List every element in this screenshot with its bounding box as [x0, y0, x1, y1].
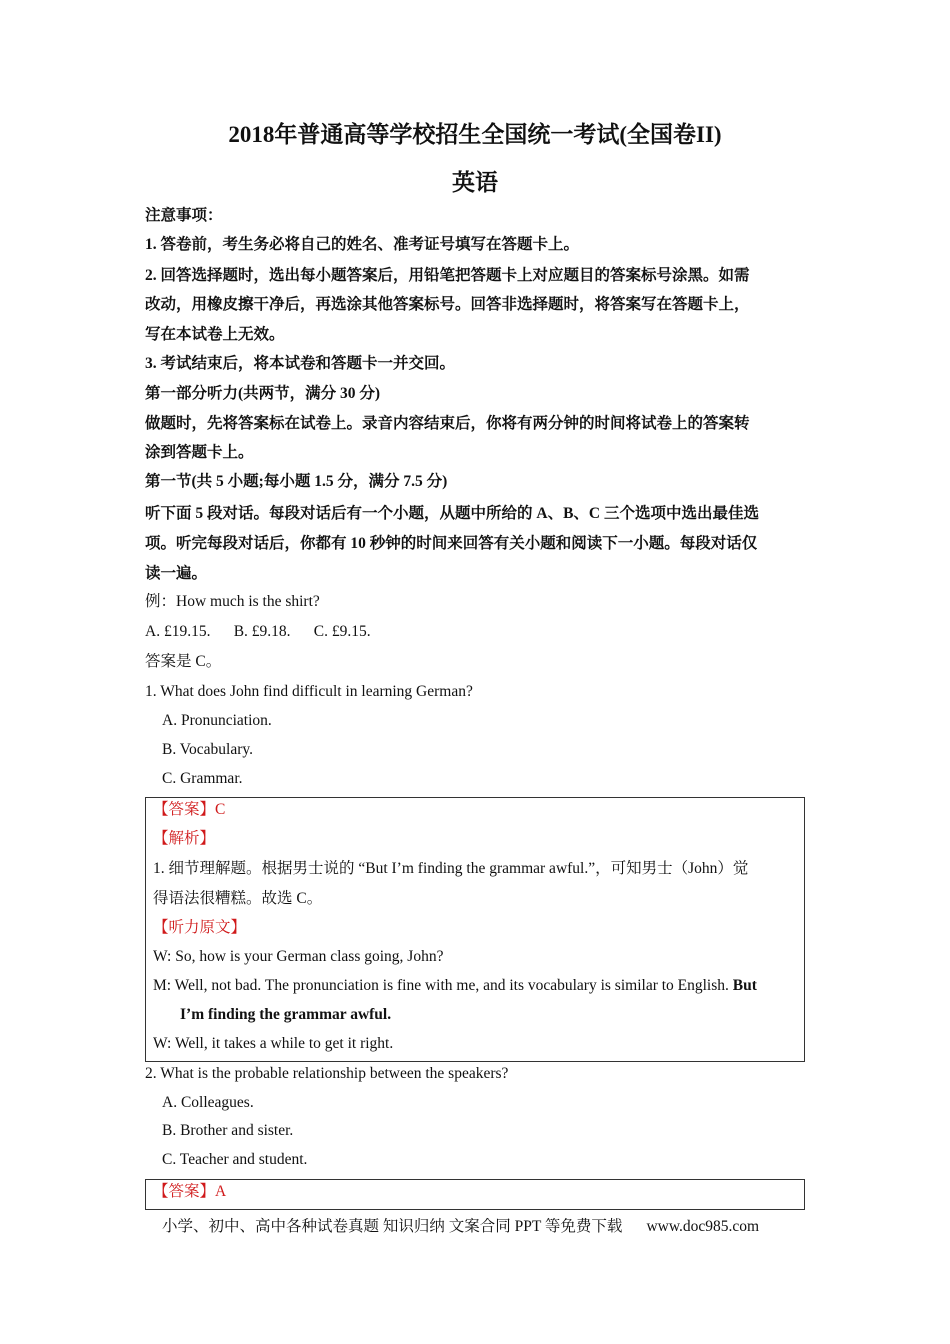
notice-heading: 注意事项：: [145, 207, 223, 224]
transcript-key-text: But: [732, 977, 757, 994]
notice-item-2-line-2: 改动，用橡皮擦干净后，再选涂其他答案标号。回答非选择题时，将答案写在答题卡上，: [145, 296, 750, 313]
q1-option-c: C. Grammar.: [162, 770, 243, 787]
answer-value: A: [215, 1183, 227, 1200]
answer-value: C: [215, 801, 226, 818]
part1-instructions-line-2: 涂到答题卡上。: [145, 444, 254, 461]
question-2: 2. What is the probable relationship between the speakers?: [145, 1065, 509, 1082]
q1-analysis-line-2: 得语法很糟糕。故选 C。: [153, 890, 323, 907]
answer-label: 【答案】: [153, 801, 216, 818]
q2-option-b: B. Brother and sister.: [162, 1122, 294, 1139]
footer-text: 小学、初中、高中各种试卷真题 知识归纳 文案合同 PPT 等免费下载: [162, 1218, 623, 1235]
q1-analysis-label: 【解析】: [153, 830, 216, 847]
question-1: 1. What does John find difficult in learning German?: [145, 683, 473, 700]
q2-option-c: C. Teacher and student.: [162, 1151, 308, 1168]
section1-instructions-line-3: 读一遍。: [145, 565, 208, 582]
q1-transcript-line-1: W: So, how is your German class going, John?: [153, 948, 444, 965]
q1-analysis-line-1: 1. 细节理解题。根据男士说的 “But I’m finding the grammar awful.”，可知男士（John）觉: [153, 860, 749, 877]
section1-heading: 第一节(共 5 小题;每小题 1.5 分，满分 7.5 分): [145, 473, 448, 490]
notice-item-3: 3. 考试结束后，将本试卷和答题卡一并交回。: [145, 355, 456, 372]
q1-transcript-line-2-cont: I’m finding the grammar awful.: [180, 1006, 392, 1023]
example-question: 例：How much is the shirt?: [145, 593, 320, 610]
notice-item-2-line-1: 2. 回答选择题时，选出每小题答案后，用铅笔把答题卡上对应题目的答案标号涂黑。如需: [145, 267, 750, 284]
q2-answer: [153, 1182, 226, 1202]
q1-transcript-line-3: W: Well, it takes a while to get it right.: [153, 1035, 394, 1052]
q1-answer: [153, 800, 225, 820]
q1-transcript-line-2: [153, 976, 757, 996]
q2-answer-box: [145, 1179, 805, 1210]
subject-title: 英语: [452, 170, 498, 195]
section1-instructions-line-1: 听下面 5 段对话。每段对话后有一个小题，从题中所给的 A、B、C 三个选项中选出最佳选: [145, 505, 759, 522]
notice-item-2-line-3: 写在本试卷上无效。: [145, 326, 285, 343]
example-answer: 答案是 C。: [145, 653, 222, 670]
footer: [162, 1214, 759, 1236]
footer-site-link[interactable]: www.doc985.com: [646, 1218, 760, 1235]
section1-instructions-line-2: 项。听完每段对话后，你都有 10 秒钟的时间来回答有关小题和阅读下一小题。每段对话仅: [145, 535, 758, 552]
part1-instructions-line-1: 做题时，先将答案标在试卷上。录音内容结束后，你将有两分钟的时间将试卷上的答案转: [145, 415, 750, 432]
q1-option-b: B. Vocabulary.: [162, 741, 253, 758]
transcript-text: M: Well, not bad. The pronunciation is fine with me, and its vocabulary is similar to English.: [153, 977, 733, 994]
exam-title: 2018年普通高等学校招生全国统一考试(全国卷II): [228, 122, 722, 147]
notice-item-1: 1. 答卷前，考生务必将自己的姓名、准考证号填写在答题卡上。: [145, 236, 580, 253]
q1-transcript-label: 【听力原文】: [153, 919, 247, 936]
q1-option-a: A. Pronunciation.: [162, 712, 272, 729]
part1-heading: 第一部分听力(共两节，满分 30 分): [145, 385, 381, 402]
q2-option-a: A. Colleagues.: [162, 1094, 254, 1111]
example-options: A. £19.15. B. £9.18. C. £9.15.: [145, 623, 371, 640]
answer-label: 【答案】: [153, 1183, 216, 1200]
